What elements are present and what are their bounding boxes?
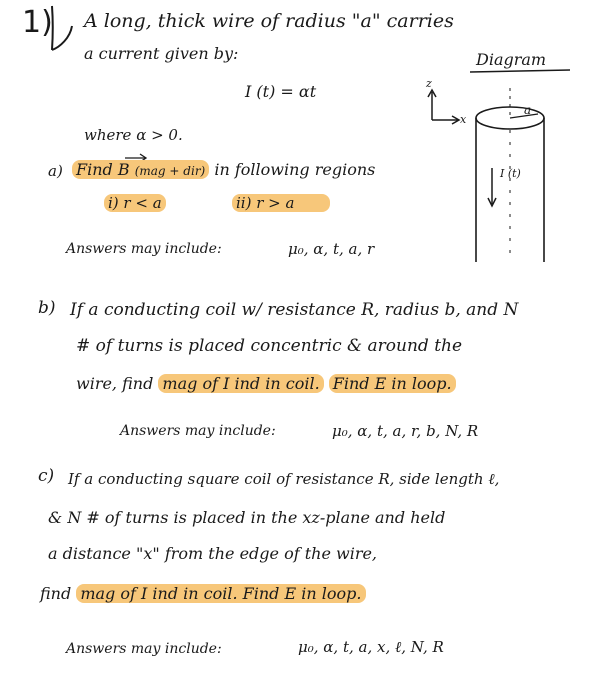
part-c-line-2: & N # of turns is placed in the xz-plane and held [48, 508, 446, 527]
part-a-highlight [72, 160, 209, 179]
part-c-line-1: If a conducting square coil of resistance R, side length ℓ, [68, 470, 500, 488]
x-axis-label: x [460, 113, 467, 126]
region-ii-highlight: ii) r > a [232, 194, 330, 212]
part-c-line-3: a distance "x" from the edge of the wire, [48, 544, 378, 563]
part-c-label: c) [38, 466, 55, 486]
current-equation: I (t) = αt [245, 82, 317, 101]
intro-line-1: A long, thick wire of radius "a" carries [84, 10, 454, 32]
part-b-line-1: If a conducting coil w/ resistance R, radius b, and N [70, 300, 519, 320]
part-b-highlight-2: Find E in loop. [329, 374, 456, 393]
part-b-label: b) [38, 298, 56, 318]
region-i [104, 196, 166, 211]
mag-dir: (mag + dir) [134, 164, 206, 178]
intro-line-2: a current given by: [84, 44, 239, 63]
part-b-highlight-1: mag of I ind in coil. [158, 374, 323, 393]
radius-label: a [524, 103, 532, 117]
part-a-prompt-rest: in following regions [214, 160, 376, 179]
part-b-line-2: # of turns is placed concentric & around the [76, 336, 463, 356]
region-ii [232, 196, 330, 211]
number-bracket [52, 6, 72, 50]
part-b-line-3 [76, 376, 456, 392]
part-c-highlight: mag of I ind in coil. Find E in loop. [76, 584, 365, 603]
part-c-answers-vars: μ₀, α, t, a, x, ℓ, N, R [298, 638, 444, 656]
current-label: I (t) [500, 167, 521, 180]
z-axis-label: z [426, 77, 432, 90]
part-a-answers-vars: μ₀, α, t, a, r [288, 240, 375, 258]
part-c-line-4-pre: find [40, 584, 72, 603]
region-i-highlight: i) r < a [104, 194, 166, 212]
find-word: Find [76, 160, 113, 179]
part-a-prompt [72, 162, 375, 178]
part-b-line-3-pre: wire, find [76, 374, 154, 393]
part-b-answers-label: Answers may include: [120, 423, 276, 439]
part-c-line-4 [40, 586, 366, 602]
b-vector: B [117, 160, 130, 179]
part-a-answers-label: Answers may include: [66, 241, 222, 257]
diagram-title: Diagram [476, 50, 547, 69]
problem-number: 1) [22, 5, 53, 40]
diagram-underline [470, 70, 570, 72]
where-condition: where α > 0. [84, 126, 183, 144]
part-c-answers-label: Answers may include: [66, 641, 222, 657]
part-a-label: a) [48, 162, 63, 180]
part-b-answers-vars: μ₀, α, t, a, r, b, N, R [332, 422, 479, 440]
